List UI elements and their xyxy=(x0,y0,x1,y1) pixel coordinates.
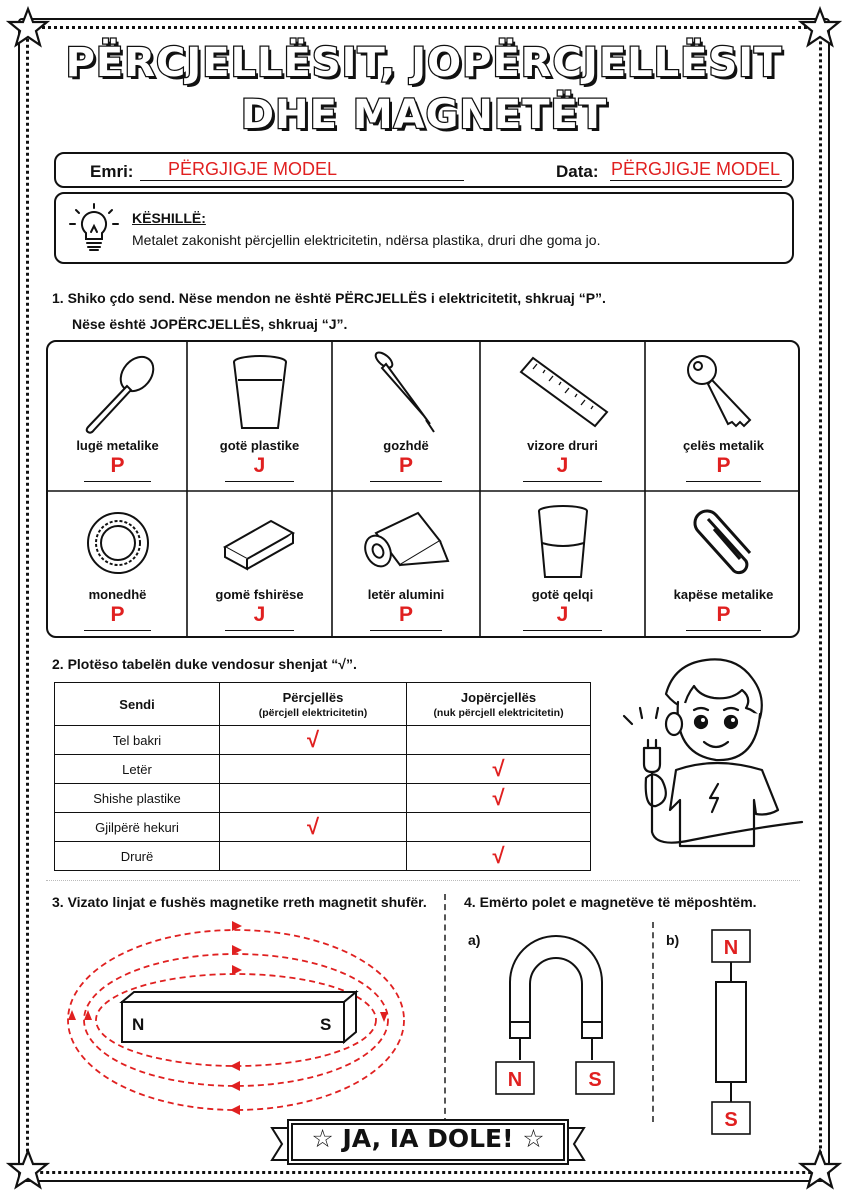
question-1-line1: 1. Shiko çdo send. Nëse mendon ne është PËRCJELLËS i elektricitetit, shkruaj “P”. xyxy=(52,290,606,306)
name-label: Emri: xyxy=(90,162,134,181)
conductor-table xyxy=(54,682,591,871)
col-item-header: Sendi xyxy=(55,683,220,726)
item-cell xyxy=(645,342,800,491)
bar-magnet-field-diagram xyxy=(56,916,416,1116)
vertical-pole-bottom[interactable]: S xyxy=(724,1109,738,1131)
check-mark: √ xyxy=(306,727,320,752)
banner-text: ☆ JA, IA DOLE! ☆ xyxy=(311,1124,545,1153)
col-insulator-header xyxy=(407,683,591,726)
item-answer[interactable]: P xyxy=(110,603,125,626)
answer-line xyxy=(370,481,441,482)
bar-magnet-vertical-diagram xyxy=(700,926,764,1140)
bar-magnet-pole-s: S xyxy=(320,1015,332,1034)
bar-magnet-pole-n: N xyxy=(132,1015,145,1034)
col-insulator-title: Jopërcjellës xyxy=(460,689,537,705)
item-cell xyxy=(332,491,480,638)
date-underline xyxy=(610,180,782,181)
horseshoe-magnet-diagram xyxy=(490,926,630,1098)
table-row xyxy=(55,813,591,842)
item-cell xyxy=(48,491,187,638)
label-b: b) xyxy=(666,932,680,948)
item-name: lugë metalike xyxy=(76,438,159,453)
item-name: gozhdë xyxy=(383,438,429,453)
horseshoe-pole-right[interactable]: S xyxy=(588,1069,602,1091)
item-name: gomë fshirëse xyxy=(215,587,304,602)
item-answer[interactable]: P xyxy=(716,454,731,477)
answer-line xyxy=(686,481,761,482)
insulator-cell[interactable] xyxy=(407,813,591,842)
insulator-cell[interactable] xyxy=(407,726,591,755)
foil-roll-icon xyxy=(356,499,456,583)
label-a: a) xyxy=(468,932,481,948)
insulator-cell[interactable] xyxy=(407,755,591,784)
glass-icon xyxy=(523,499,603,583)
item-cell xyxy=(480,491,645,638)
insulator-cell[interactable] xyxy=(407,784,591,813)
star-icon xyxy=(798,1148,842,1192)
row-item: Gjilpërë hekuri xyxy=(55,813,220,842)
ruler-icon xyxy=(513,350,613,434)
spoon-icon xyxy=(73,350,163,434)
table-row xyxy=(55,842,591,871)
key-icon xyxy=(684,350,764,434)
question-1-line2: Nëse është JOPËRCJELLËS, shkruaj “J”. xyxy=(72,316,348,332)
item-answer[interactable]: J xyxy=(556,454,569,477)
check-mark: √ xyxy=(492,843,505,868)
question-2: 2. Plotëso tabelën duke vendosur shenjat “√”. xyxy=(52,656,357,672)
item-name: gotë plastike xyxy=(219,438,300,453)
conductor-cell[interactable] xyxy=(220,726,407,755)
table-row xyxy=(55,784,591,813)
row-item: Drurë xyxy=(55,842,220,871)
item-cell xyxy=(187,491,332,638)
item-answer[interactable]: J xyxy=(253,603,266,626)
name-answer[interactable]: PËRGJIGJE MODEL xyxy=(168,159,338,179)
item-cell xyxy=(332,342,480,491)
item-name: kapëse metalike xyxy=(673,587,774,602)
check-mark: √ xyxy=(492,785,505,810)
col-conductor-sub: (përcjell elektricitetin) xyxy=(258,706,368,719)
name-date-box xyxy=(54,152,794,188)
tip-text: Metalet zakonisht përcjellin elektricitetin, ndërsa plastika, druri dhe goma jo. xyxy=(132,232,601,248)
item-name: vizore druri xyxy=(527,438,598,453)
item-cell xyxy=(48,342,187,491)
table-row xyxy=(55,726,591,755)
answer-line xyxy=(523,481,602,482)
row-item: Shishe plastike xyxy=(55,784,220,813)
check-mark: √ xyxy=(306,814,320,839)
horseshoe-pole-left[interactable]: N xyxy=(507,1069,523,1091)
date-answer[interactable]: PËRGJIGJE MODEL xyxy=(611,159,781,179)
conductor-cell[interactable] xyxy=(220,842,407,871)
item-name: letër alumini xyxy=(367,587,445,602)
item-name: gotë qelqi xyxy=(531,587,594,602)
item-answer[interactable]: J xyxy=(556,603,569,626)
eraser-icon xyxy=(215,499,305,583)
question-3: 3. Vizato linjat e fushës magnetike rreth magnetit shufër. xyxy=(52,894,427,910)
name-underline xyxy=(140,180,464,181)
banner-label: JA, IA DOLE! xyxy=(342,1124,514,1153)
answer-line xyxy=(370,630,441,631)
item-answer[interactable]: P xyxy=(398,603,413,626)
paperclip-icon xyxy=(684,499,764,583)
answer-line xyxy=(686,630,761,631)
vertical-pole-top[interactable]: N xyxy=(723,937,739,959)
question-4: 4. Emërto polet e magnetëve të mëposhtëm. xyxy=(464,894,757,910)
coin-icon xyxy=(78,499,158,583)
item-cell xyxy=(480,342,645,491)
column-divider xyxy=(444,894,446,1124)
insulator-cell[interactable] xyxy=(407,842,591,871)
tip-box xyxy=(54,192,794,264)
col-conductor-title: Përcjellës xyxy=(282,689,344,705)
item-name: çelës metalik xyxy=(683,438,764,453)
answer-line xyxy=(523,630,602,631)
item-cell xyxy=(187,342,332,491)
q4-divider xyxy=(652,922,654,1122)
item-answer[interactable]: J xyxy=(253,454,266,477)
item-answer[interactable]: P xyxy=(716,603,731,626)
answer-line xyxy=(225,630,295,631)
items-grid xyxy=(46,340,800,638)
item-cell xyxy=(645,491,800,638)
date-label: Data: xyxy=(556,162,599,181)
conductor-cell[interactable] xyxy=(220,755,407,784)
answer-line xyxy=(225,481,295,482)
conductor-cell[interactable] xyxy=(220,813,407,842)
conductor-cell[interactable] xyxy=(220,784,407,813)
item-answer[interactable]: P xyxy=(398,454,413,477)
col-insulator-sub: (nuk përcjell elektricitetin) xyxy=(433,706,564,719)
section-divider xyxy=(46,880,800,881)
lightbulb-icon xyxy=(66,202,122,258)
table-row xyxy=(55,755,591,784)
answer-line xyxy=(84,481,151,482)
check-mark: √ xyxy=(492,756,505,781)
row-item: Tel bakri xyxy=(55,726,220,755)
item-answer[interactable]: P xyxy=(110,454,125,477)
col-conductor-header xyxy=(220,683,407,726)
row-item: Letër xyxy=(55,755,220,784)
plastic-cup-icon xyxy=(220,350,300,434)
answer-line xyxy=(84,630,151,631)
tip-title: KËSHILLË: xyxy=(132,210,206,226)
page-title-line1: PËRCJELLËSIT, JOPËRCJELLËSIT xyxy=(65,40,783,86)
item-name: monedhë xyxy=(88,587,147,602)
nail-icon xyxy=(366,350,446,434)
page-title-line2: DHE MAGNETËT xyxy=(240,92,608,138)
star-icon xyxy=(6,1148,50,1192)
boy-with-plug-illustration xyxy=(606,650,806,870)
